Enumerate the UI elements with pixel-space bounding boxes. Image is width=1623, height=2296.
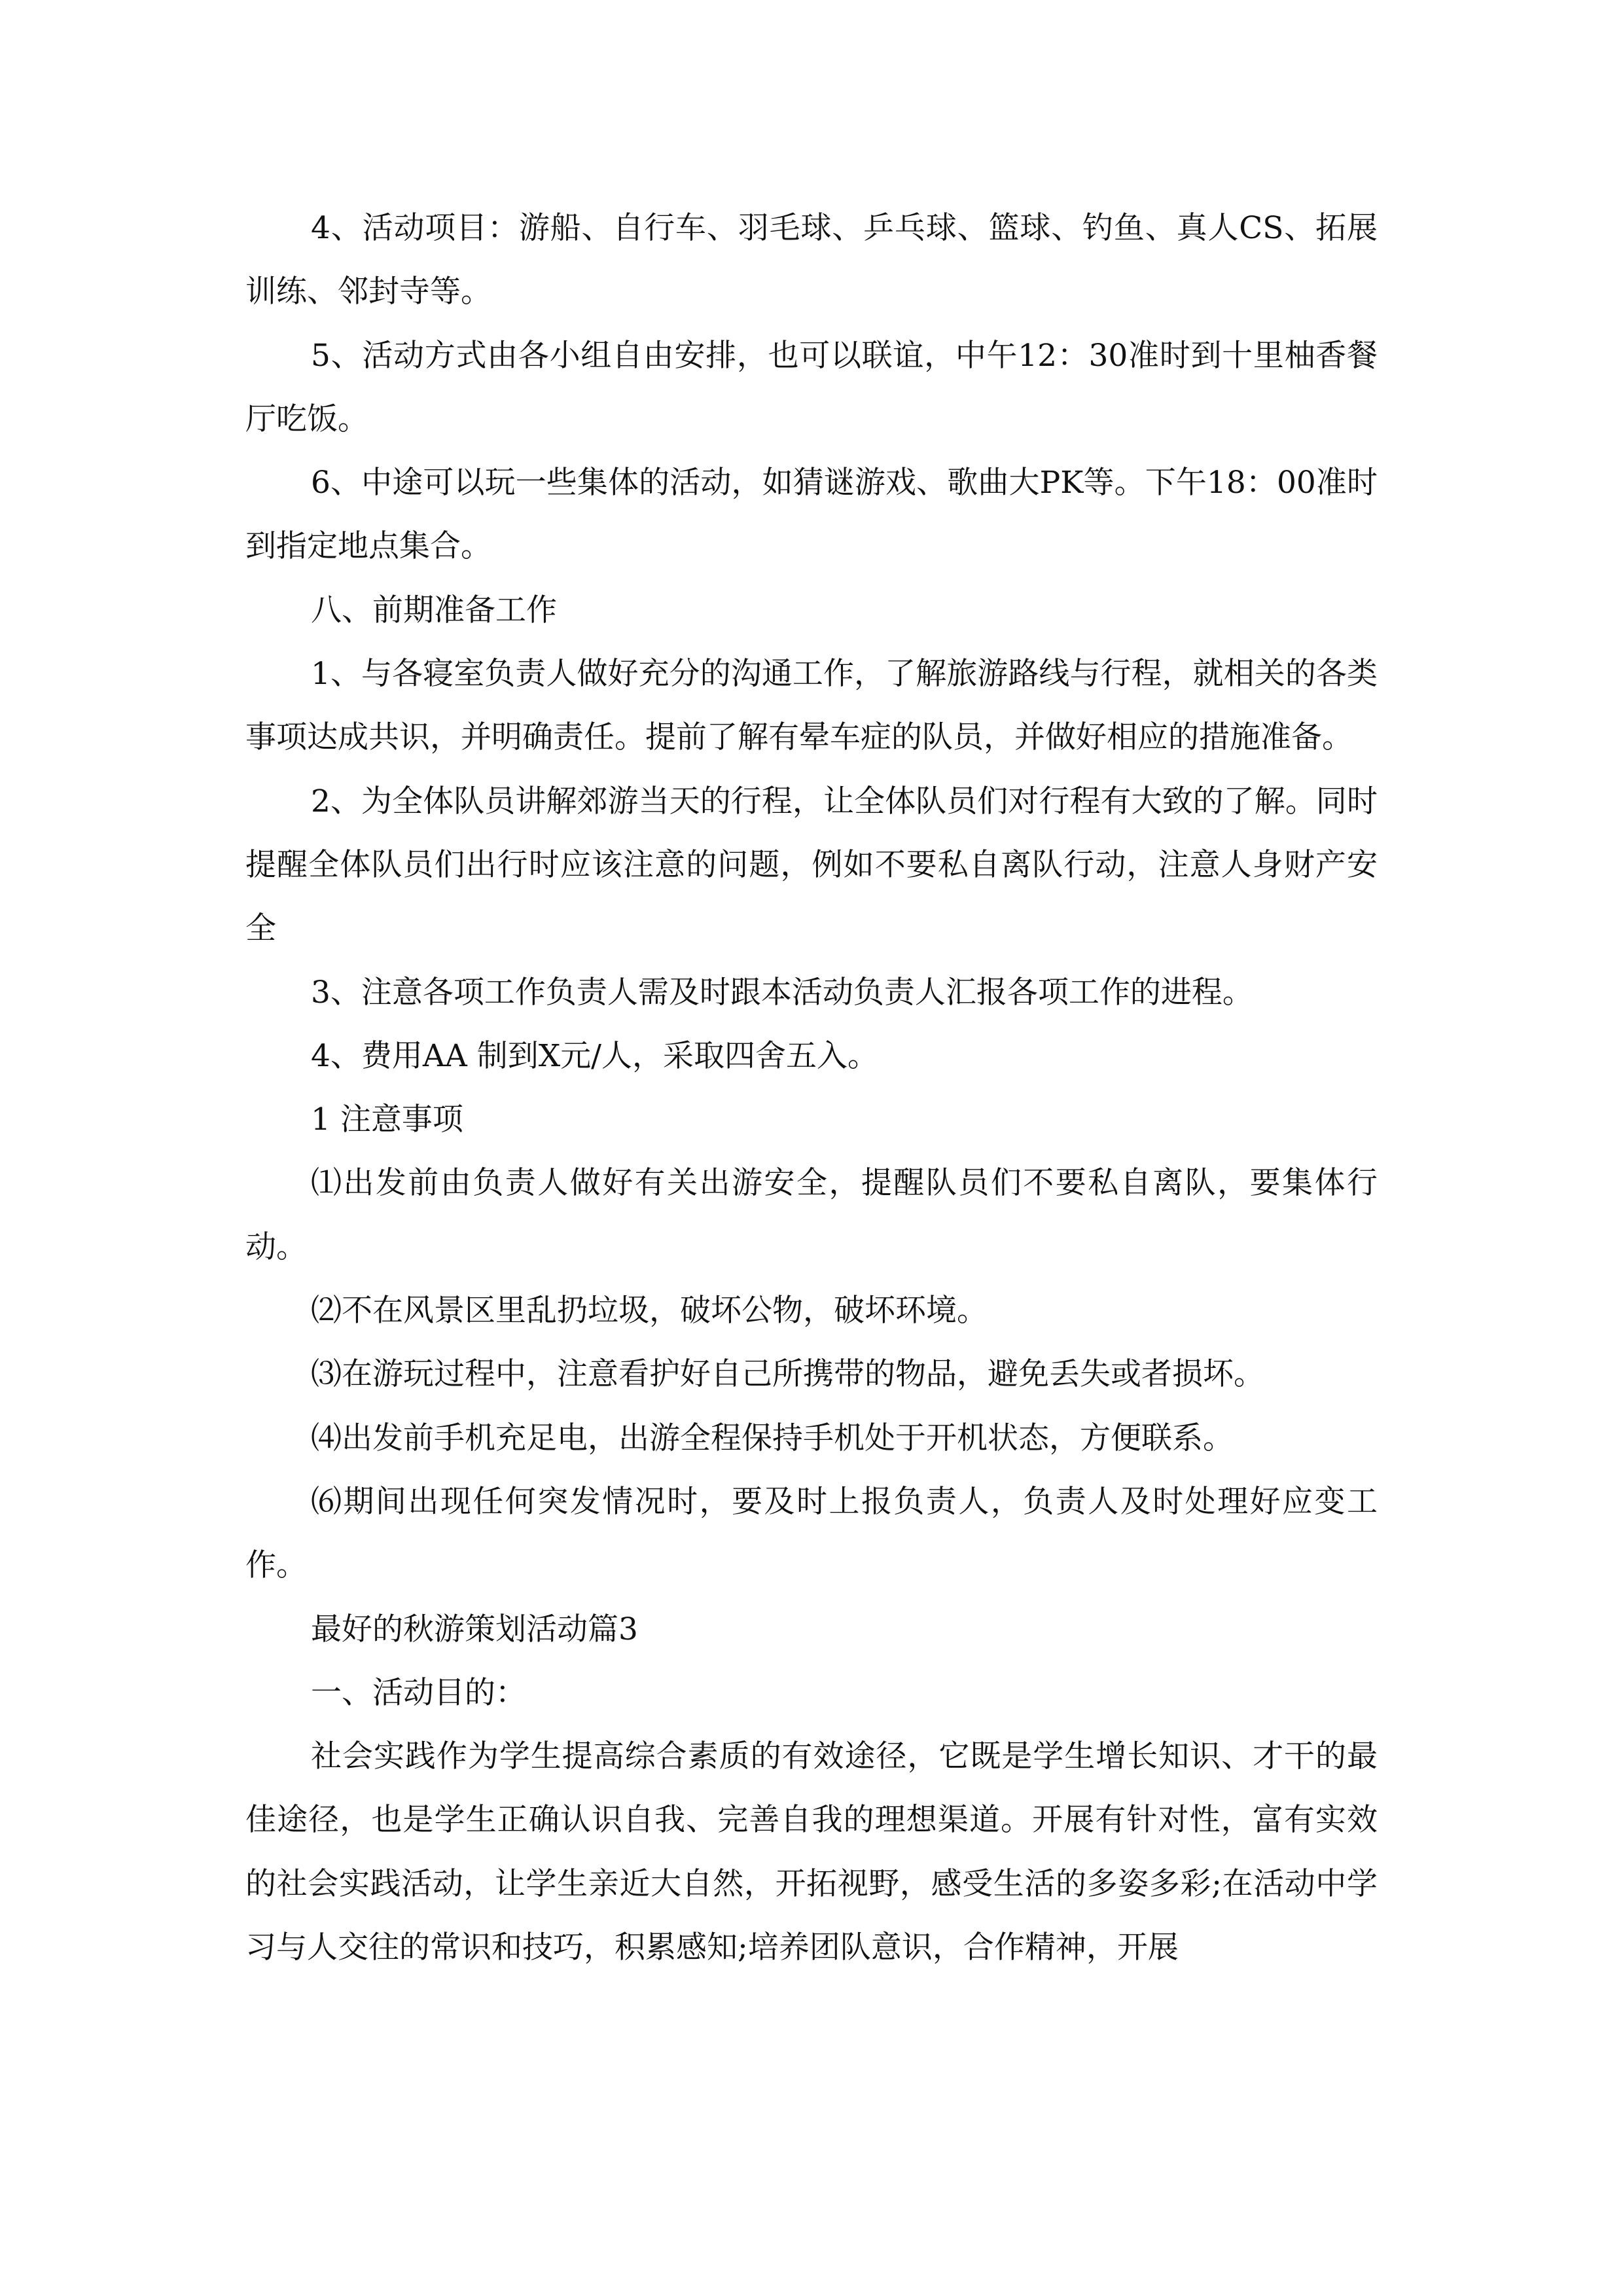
paragraph-group-activities: 6、中途可以玩一些集体的活动，如猜谜游戏、歌曲大PK等。下午18：00准时到指定地点集合。 [245,465,1378,565]
paragraph-prep-cost: 4、费用AA 制到X元/人，采取四舍五入。 [311,1037,879,1074]
note-item-6: ⑹期间出现任何突发情况时，要及时上报负责人，负责人及时处理好应变工作。 [245,1483,1378,1584]
paragraph-activity-items: 4、活动项目：游船、自行车、羽毛球、乒乓球、篮球、钓鱼、真人CS、拓展训练、邻封寺等。 [245,210,1378,310]
note-item-1: ⑴出发前由负责人做好有关出游安全，提醒队员们不要私自离队，要集体行动。 [245,1165,1378,1265]
section-heading-preparation: 八、前期准备工作 [311,592,557,628]
section-heading-notes: 1 注意事项 [311,1102,463,1138]
paragraph-prep-itinerary: 2、为全体队员讲解郊游当天的行程，让全体队员们对行程有大致的了解。同时提醒全体队员们出行时应该注意的问题，例如不要私自离队行动，注意人身财产安全 [245,783,1378,947]
paragraph-prep-reporting: 3、注意各项工作负责人需及时跟本活动负责人汇报各项工作的进程。 [311,974,1253,1011]
note-item-4: ⑷出发前手机充足电，出游全程保持手机处于开机状态，方便联系。 [311,1420,1234,1456]
paragraph-activity-method: 5、活动方式由各小组自由安排，也可以联谊，中午12：30准时到十里柚香餐厅吃饭。 [245,337,1378,437]
document-body [245,196,1378,1979]
paragraph-prep-communication: 1、与各寝室负责人做好充分的沟通工作，了解旅游路线与行程，就相关的各类事项达成共识，并明确责任。提前了解有晕车症的队员，并做好相应的措施准备。 [245,656,1378,756]
article-title-part-3: 最好的秋游策划活动篇3 [311,1611,638,1647]
note-item-3: ⑶在游玩过程中，注意看护好自己所携带的物品，避免丢失或者损坏。 [311,1356,1264,1393]
section-heading-purpose: 一、活动目的： [311,1674,526,1711]
note-item-2: ⑵不在风景区里乱扔垃圾，破坏公物，破坏环境。 [311,1293,988,1329]
paragraph-purpose-body: 社会实践作为学生提高综合素质的有效途径，它既是学生增长知识、才干的最佳途径，也是学生正确认识自我、完善自我的理想渠道。开展有针对性，富有实效的社会实践活动，让学生亲近大自然，开拓视野，感受生活的多姿多彩;在活动中学习与人交往的常识和技巧，积累感知;培养团队意识，合作精神，开展 [245,1738,1378,1966]
